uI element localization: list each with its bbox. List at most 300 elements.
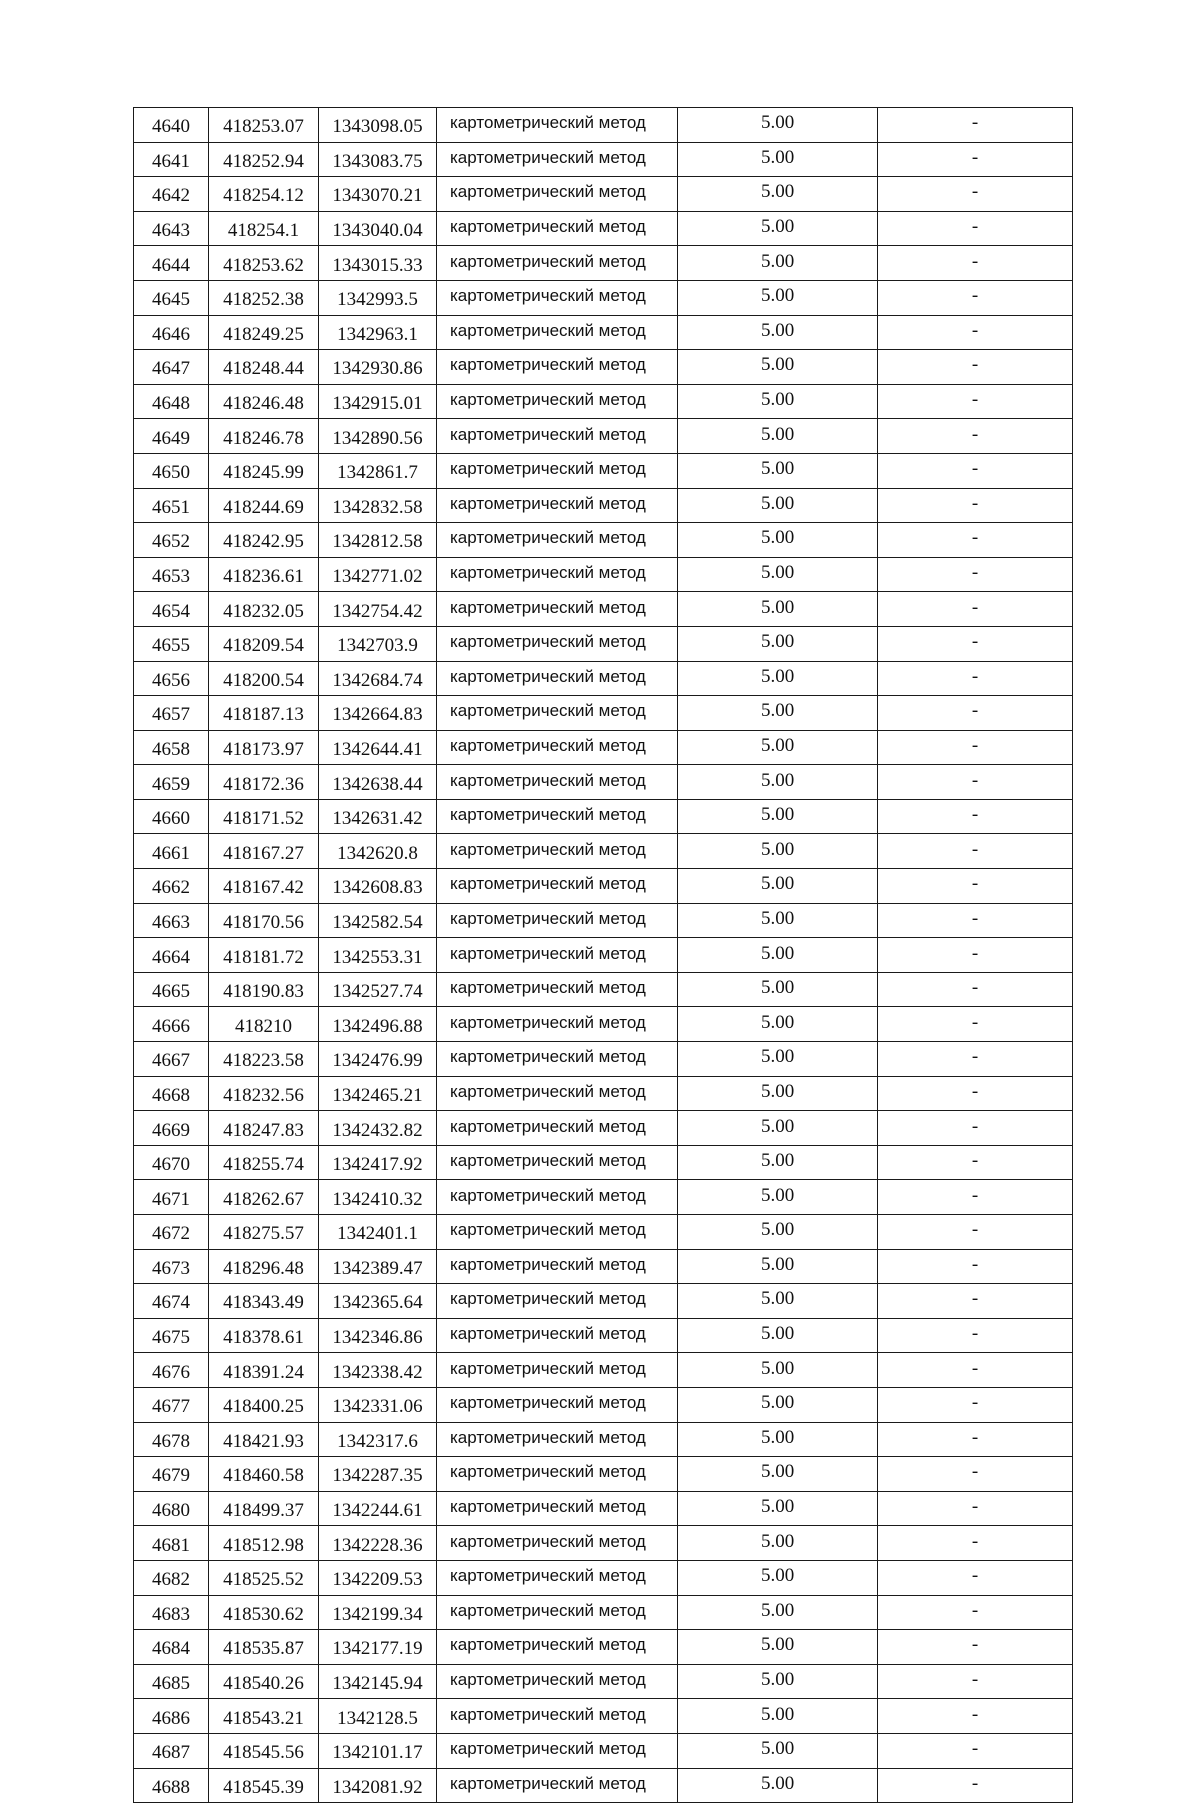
method-cell: картометрический метод bbox=[437, 730, 678, 765]
y-coordinate-cell: 1342771.02 bbox=[319, 557, 437, 592]
x-coordinate-cell: 418400.25 bbox=[209, 1387, 319, 1422]
table-row bbox=[134, 869, 1073, 904]
description-cell: - bbox=[878, 280, 1073, 315]
accuracy-cell: 5.00 bbox=[678, 315, 878, 350]
point-number-cell: 4666 bbox=[134, 1007, 209, 1042]
y-coordinate-cell: 1342930.86 bbox=[319, 350, 437, 385]
accuracy-cell: 5.00 bbox=[678, 765, 878, 800]
table-row bbox=[134, 834, 1073, 869]
y-coordinate-cell: 1342177.19 bbox=[319, 1630, 437, 1665]
method-cell: картометрический метод bbox=[437, 869, 678, 904]
x-coordinate-cell: 418181.72 bbox=[209, 938, 319, 973]
method-cell: картометрический метод bbox=[437, 1076, 678, 1111]
description-cell: - bbox=[878, 1007, 1073, 1042]
table-row bbox=[134, 765, 1073, 800]
description-cell: - bbox=[878, 972, 1073, 1007]
y-coordinate-cell: 1342465.21 bbox=[319, 1076, 437, 1111]
y-coordinate-cell: 1343070.21 bbox=[319, 177, 437, 212]
x-coordinate-cell: 418244.69 bbox=[209, 488, 319, 523]
description-cell: - bbox=[878, 177, 1073, 212]
accuracy-cell: 5.00 bbox=[678, 211, 878, 246]
y-coordinate-cell: 1342401.1 bbox=[319, 1215, 437, 1250]
description-cell: - bbox=[878, 903, 1073, 938]
accuracy-cell: 5.00 bbox=[678, 696, 878, 731]
table-row bbox=[134, 1249, 1073, 1284]
table-row bbox=[134, 1076, 1073, 1111]
table-row bbox=[134, 730, 1073, 765]
x-coordinate-cell: 418262.67 bbox=[209, 1180, 319, 1215]
x-coordinate-cell: 418253.62 bbox=[209, 246, 319, 281]
description-cell: - bbox=[878, 315, 1073, 350]
method-cell: картометрический метод bbox=[437, 108, 678, 143]
x-coordinate-cell: 418232.05 bbox=[209, 592, 319, 627]
point-number-cell: 4652 bbox=[134, 523, 209, 558]
description-cell: - bbox=[878, 869, 1073, 904]
accuracy-cell: 5.00 bbox=[678, 1595, 878, 1630]
y-coordinate-cell: 1342496.88 bbox=[319, 1007, 437, 1042]
y-coordinate-cell: 1342631.42 bbox=[319, 799, 437, 834]
x-coordinate-cell: 418525.52 bbox=[209, 1560, 319, 1595]
accuracy-cell: 5.00 bbox=[678, 1007, 878, 1042]
method-cell: картометрический метод bbox=[437, 1491, 678, 1526]
accuracy-cell: 5.00 bbox=[678, 246, 878, 281]
method-cell: картометрический метод bbox=[437, 834, 678, 869]
accuracy-cell: 5.00 bbox=[678, 1180, 878, 1215]
y-coordinate-cell: 1342081.92 bbox=[319, 1768, 437, 1803]
table-row bbox=[134, 350, 1073, 385]
description-cell: - bbox=[878, 1457, 1073, 1492]
point-number-cell: 4683 bbox=[134, 1595, 209, 1630]
point-number-cell: 4656 bbox=[134, 661, 209, 696]
y-coordinate-cell: 1342527.74 bbox=[319, 972, 437, 1007]
accuracy-cell: 5.00 bbox=[678, 453, 878, 488]
x-coordinate-cell: 418172.36 bbox=[209, 765, 319, 800]
point-number-cell: 4671 bbox=[134, 1180, 209, 1215]
point-number-cell: 4675 bbox=[134, 1318, 209, 1353]
table-row bbox=[134, 177, 1073, 212]
table-row bbox=[134, 523, 1073, 558]
table-row bbox=[134, 626, 1073, 661]
point-number-cell: 4673 bbox=[134, 1249, 209, 1284]
point-number-cell: 4687 bbox=[134, 1733, 209, 1768]
method-cell: картометрический метод bbox=[437, 488, 678, 523]
y-coordinate-cell: 1342331.06 bbox=[319, 1387, 437, 1422]
accuracy-cell: 5.00 bbox=[678, 1422, 878, 1457]
x-coordinate-cell: 418254.1 bbox=[209, 211, 319, 246]
y-coordinate-cell: 1342128.5 bbox=[319, 1699, 437, 1734]
table-row bbox=[134, 453, 1073, 488]
accuracy-cell: 5.00 bbox=[678, 1699, 878, 1734]
table-row bbox=[134, 1180, 1073, 1215]
point-number-cell: 4682 bbox=[134, 1560, 209, 1595]
y-coordinate-cell: 1342638.44 bbox=[319, 765, 437, 800]
point-number-cell: 4649 bbox=[134, 419, 209, 454]
accuracy-cell: 5.00 bbox=[678, 1457, 878, 1492]
accuracy-cell: 5.00 bbox=[678, 1318, 878, 1353]
y-coordinate-cell: 1342915.01 bbox=[319, 384, 437, 419]
method-cell: картометрический метод bbox=[437, 315, 678, 350]
x-coordinate-cell: 418173.97 bbox=[209, 730, 319, 765]
y-coordinate-cell: 1342963.1 bbox=[319, 315, 437, 350]
point-number-cell: 4669 bbox=[134, 1111, 209, 1146]
accuracy-cell: 5.00 bbox=[678, 799, 878, 834]
y-coordinate-cell: 1342620.8 bbox=[319, 834, 437, 869]
point-number-cell: 4642 bbox=[134, 177, 209, 212]
y-coordinate-cell: 1343040.04 bbox=[319, 211, 437, 246]
description-cell: - bbox=[878, 1491, 1073, 1526]
table-row bbox=[134, 211, 1073, 246]
table-row bbox=[134, 1215, 1073, 1250]
x-coordinate-cell: 418255.74 bbox=[209, 1145, 319, 1180]
accuracy-cell: 5.00 bbox=[678, 1042, 878, 1077]
x-coordinate-cell: 418535.87 bbox=[209, 1630, 319, 1665]
x-coordinate-cell: 418540.26 bbox=[209, 1664, 319, 1699]
method-cell: картометрический метод bbox=[437, 280, 678, 315]
point-number-cell: 4653 bbox=[134, 557, 209, 592]
x-coordinate-cell: 418210 bbox=[209, 1007, 319, 1042]
method-cell: картометрический метод bbox=[437, 1145, 678, 1180]
table-row bbox=[134, 799, 1073, 834]
x-coordinate-cell: 418378.61 bbox=[209, 1318, 319, 1353]
x-coordinate-cell: 418249.25 bbox=[209, 315, 319, 350]
x-coordinate-cell: 418545.39 bbox=[209, 1768, 319, 1803]
y-coordinate-cell: 1342338.42 bbox=[319, 1353, 437, 1388]
x-coordinate-cell: 418190.83 bbox=[209, 972, 319, 1007]
description-cell: - bbox=[878, 1111, 1073, 1146]
point-number-cell: 4661 bbox=[134, 834, 209, 869]
method-cell: картометрический метод bbox=[437, 1457, 678, 1492]
x-coordinate-cell: 418232.56 bbox=[209, 1076, 319, 1111]
method-cell: картометрический метод bbox=[437, 1353, 678, 1388]
x-coordinate-cell: 418246.48 bbox=[209, 384, 319, 419]
point-number-cell: 4650 bbox=[134, 453, 209, 488]
x-coordinate-cell: 418209.54 bbox=[209, 626, 319, 661]
method-cell: картометрический метод bbox=[437, 765, 678, 800]
description-cell: - bbox=[878, 453, 1073, 488]
table-row bbox=[134, 488, 1073, 523]
description-cell: - bbox=[878, 419, 1073, 454]
accuracy-cell: 5.00 bbox=[678, 903, 878, 938]
point-number-cell: 4648 bbox=[134, 384, 209, 419]
x-coordinate-cell: 418170.56 bbox=[209, 903, 319, 938]
point-number-cell: 4686 bbox=[134, 1699, 209, 1734]
accuracy-cell: 5.00 bbox=[678, 626, 878, 661]
accuracy-cell: 5.00 bbox=[678, 1768, 878, 1803]
table-row bbox=[134, 557, 1073, 592]
point-number-cell: 4684 bbox=[134, 1630, 209, 1665]
point-number-cell: 4668 bbox=[134, 1076, 209, 1111]
point-number-cell: 4663 bbox=[134, 903, 209, 938]
x-coordinate-cell: 418187.13 bbox=[209, 696, 319, 731]
point-number-cell: 4651 bbox=[134, 488, 209, 523]
description-cell: - bbox=[878, 1042, 1073, 1077]
method-cell: картометрический метод bbox=[437, 661, 678, 696]
table-row bbox=[134, 1284, 1073, 1319]
y-coordinate-cell: 1342582.54 bbox=[319, 903, 437, 938]
description-cell: - bbox=[878, 626, 1073, 661]
description-cell: - bbox=[878, 523, 1073, 558]
table-row bbox=[134, 1145, 1073, 1180]
table-row bbox=[134, 1491, 1073, 1526]
method-cell: картометрический метод bbox=[437, 1422, 678, 1457]
y-coordinate-cell: 1342317.6 bbox=[319, 1422, 437, 1457]
description-cell: - bbox=[878, 1560, 1073, 1595]
table-row bbox=[134, 1699, 1073, 1734]
x-coordinate-cell: 418296.48 bbox=[209, 1249, 319, 1284]
y-coordinate-cell: 1342199.34 bbox=[319, 1595, 437, 1630]
accuracy-cell: 5.00 bbox=[678, 419, 878, 454]
point-number-cell: 4659 bbox=[134, 765, 209, 800]
accuracy-cell: 5.00 bbox=[678, 1353, 878, 1388]
table-row bbox=[134, 1422, 1073, 1457]
y-coordinate-cell: 1342365.64 bbox=[319, 1284, 437, 1319]
table-row bbox=[134, 1560, 1073, 1595]
x-coordinate-cell: 418275.57 bbox=[209, 1215, 319, 1250]
accuracy-cell: 5.00 bbox=[678, 1387, 878, 1422]
description-cell: - bbox=[878, 938, 1073, 973]
description-cell: - bbox=[878, 1076, 1073, 1111]
table-row bbox=[134, 661, 1073, 696]
y-coordinate-cell: 1342101.17 bbox=[319, 1733, 437, 1768]
method-cell: картометрический метод bbox=[437, 1526, 678, 1561]
description-cell: - bbox=[878, 1422, 1073, 1457]
y-coordinate-cell: 1342432.82 bbox=[319, 1111, 437, 1146]
accuracy-cell: 5.00 bbox=[678, 1630, 878, 1665]
y-coordinate-cell: 1342861.7 bbox=[319, 453, 437, 488]
table-row bbox=[134, 938, 1073, 973]
description-cell: - bbox=[878, 1768, 1073, 1803]
y-coordinate-cell: 1342228.36 bbox=[319, 1526, 437, 1561]
point-number-cell: 4662 bbox=[134, 869, 209, 904]
table-row bbox=[134, 1318, 1073, 1353]
y-coordinate-cell: 1342812.58 bbox=[319, 523, 437, 558]
method-cell: картометрический метод bbox=[437, 453, 678, 488]
method-cell: картометрический метод bbox=[437, 246, 678, 281]
table-row bbox=[134, 1353, 1073, 1388]
y-coordinate-cell: 1342145.94 bbox=[319, 1664, 437, 1699]
method-cell: картометрический метод bbox=[437, 350, 678, 385]
point-number-cell: 4672 bbox=[134, 1215, 209, 1250]
method-cell: картометрический метод bbox=[437, 1007, 678, 1042]
accuracy-cell: 5.00 bbox=[678, 142, 878, 177]
accuracy-cell: 5.00 bbox=[678, 108, 878, 143]
description-cell: - bbox=[878, 1595, 1073, 1630]
accuracy-cell: 5.00 bbox=[678, 938, 878, 973]
accuracy-cell: 5.00 bbox=[678, 730, 878, 765]
description-cell: - bbox=[878, 108, 1073, 143]
method-cell: картометрический метод bbox=[437, 696, 678, 731]
table-row bbox=[134, 1007, 1073, 1042]
point-number-cell: 4657 bbox=[134, 696, 209, 731]
table-row bbox=[134, 315, 1073, 350]
coordinates-table-body bbox=[134, 108, 1073, 1803]
description-cell: - bbox=[878, 1664, 1073, 1699]
y-coordinate-cell: 1342644.41 bbox=[319, 730, 437, 765]
description-cell: - bbox=[878, 765, 1073, 800]
accuracy-cell: 5.00 bbox=[678, 592, 878, 627]
accuracy-cell: 5.00 bbox=[678, 1664, 878, 1699]
accuracy-cell: 5.00 bbox=[678, 661, 878, 696]
x-coordinate-cell: 418252.94 bbox=[209, 142, 319, 177]
table-row bbox=[134, 1630, 1073, 1665]
table-row bbox=[134, 1387, 1073, 1422]
x-coordinate-cell: 418545.56 bbox=[209, 1733, 319, 1768]
x-coordinate-cell: 418248.44 bbox=[209, 350, 319, 385]
description-cell: - bbox=[878, 1630, 1073, 1665]
table-row bbox=[134, 280, 1073, 315]
description-cell: - bbox=[878, 384, 1073, 419]
accuracy-cell: 5.00 bbox=[678, 1249, 878, 1284]
table-row bbox=[134, 142, 1073, 177]
method-cell: картометрический метод bbox=[437, 211, 678, 246]
point-number-cell: 4670 bbox=[134, 1145, 209, 1180]
x-coordinate-cell: 418254.12 bbox=[209, 177, 319, 212]
y-coordinate-cell: 1342993.5 bbox=[319, 280, 437, 315]
point-number-cell: 4643 bbox=[134, 211, 209, 246]
accuracy-cell: 5.00 bbox=[678, 1526, 878, 1561]
method-cell: картометрический метод bbox=[437, 523, 678, 558]
description-cell: - bbox=[878, 211, 1073, 246]
point-number-cell: 4677 bbox=[134, 1387, 209, 1422]
method-cell: картометрический метод bbox=[437, 1387, 678, 1422]
point-number-cell: 4660 bbox=[134, 799, 209, 834]
accuracy-cell: 5.00 bbox=[678, 523, 878, 558]
x-coordinate-cell: 418252.38 bbox=[209, 280, 319, 315]
point-number-cell: 4685 bbox=[134, 1664, 209, 1699]
table-row bbox=[134, 1526, 1073, 1561]
description-cell: - bbox=[878, 1733, 1073, 1768]
accuracy-cell: 5.00 bbox=[678, 1215, 878, 1250]
description-cell: - bbox=[878, 1215, 1073, 1250]
coordinates-table bbox=[133, 107, 1073, 1803]
point-number-cell: 4655 bbox=[134, 626, 209, 661]
method-cell: картометрический метод bbox=[437, 1042, 678, 1077]
description-cell: - bbox=[878, 1284, 1073, 1319]
x-coordinate-cell: 418247.83 bbox=[209, 1111, 319, 1146]
table-row bbox=[134, 246, 1073, 281]
accuracy-cell: 5.00 bbox=[678, 350, 878, 385]
accuracy-cell: 5.00 bbox=[678, 1284, 878, 1319]
table-row bbox=[134, 696, 1073, 731]
table-row bbox=[134, 108, 1073, 143]
point-number-cell: 4679 bbox=[134, 1457, 209, 1492]
description-cell: - bbox=[878, 730, 1073, 765]
table-row bbox=[134, 1595, 1073, 1630]
y-coordinate-cell: 1343015.33 bbox=[319, 246, 437, 281]
table-row bbox=[134, 1457, 1073, 1492]
method-cell: картометрический метод bbox=[437, 1664, 678, 1699]
point-number-cell: 4640 bbox=[134, 108, 209, 143]
table-row bbox=[134, 1111, 1073, 1146]
method-cell: картометрический метод bbox=[437, 1249, 678, 1284]
description-cell: - bbox=[878, 592, 1073, 627]
description-cell: - bbox=[878, 488, 1073, 523]
x-coordinate-cell: 418167.27 bbox=[209, 834, 319, 869]
method-cell: картометрический метод bbox=[437, 1768, 678, 1803]
method-cell: картометрический метод bbox=[437, 1699, 678, 1734]
y-coordinate-cell: 1342389.47 bbox=[319, 1249, 437, 1284]
method-cell: картометрический метод bbox=[437, 1180, 678, 1215]
accuracy-cell: 5.00 bbox=[678, 1076, 878, 1111]
method-cell: картометрический метод bbox=[437, 1733, 678, 1768]
y-coordinate-cell: 1342754.42 bbox=[319, 592, 437, 627]
method-cell: картометрический метод bbox=[437, 626, 678, 661]
x-coordinate-cell: 418421.93 bbox=[209, 1422, 319, 1457]
method-cell: картометрический метод bbox=[437, 1595, 678, 1630]
point-number-cell: 4665 bbox=[134, 972, 209, 1007]
method-cell: картометрический метод bbox=[437, 1284, 678, 1319]
x-coordinate-cell: 418253.07 bbox=[209, 108, 319, 143]
table-row bbox=[134, 1042, 1073, 1077]
x-coordinate-cell: 418246.78 bbox=[209, 419, 319, 454]
accuracy-cell: 5.00 bbox=[678, 869, 878, 904]
table-row bbox=[134, 1768, 1073, 1803]
point-number-cell: 4680 bbox=[134, 1491, 209, 1526]
x-coordinate-cell: 418223.58 bbox=[209, 1042, 319, 1077]
description-cell: - bbox=[878, 661, 1073, 696]
point-number-cell: 4676 bbox=[134, 1353, 209, 1388]
y-coordinate-cell: 1342684.74 bbox=[319, 661, 437, 696]
y-coordinate-cell: 1342209.53 bbox=[319, 1560, 437, 1595]
point-number-cell: 4645 bbox=[134, 280, 209, 315]
description-cell: - bbox=[878, 142, 1073, 177]
y-coordinate-cell: 1342410.32 bbox=[319, 1180, 437, 1215]
method-cell: картометрический метод bbox=[437, 938, 678, 973]
y-coordinate-cell: 1342476.99 bbox=[319, 1042, 437, 1077]
y-coordinate-cell: 1342346.86 bbox=[319, 1318, 437, 1353]
x-coordinate-cell: 418236.61 bbox=[209, 557, 319, 592]
y-coordinate-cell: 1342664.83 bbox=[319, 696, 437, 731]
point-number-cell: 4688 bbox=[134, 1768, 209, 1803]
method-cell: картометрический метод bbox=[437, 903, 678, 938]
y-coordinate-cell: 1342287.35 bbox=[319, 1457, 437, 1492]
point-number-cell: 4646 bbox=[134, 315, 209, 350]
accuracy-cell: 5.00 bbox=[678, 1111, 878, 1146]
accuracy-cell: 5.00 bbox=[678, 488, 878, 523]
y-coordinate-cell: 1342608.83 bbox=[319, 869, 437, 904]
accuracy-cell: 5.00 bbox=[678, 834, 878, 869]
point-number-cell: 4681 bbox=[134, 1526, 209, 1561]
x-coordinate-cell: 418167.42 bbox=[209, 869, 319, 904]
table-row bbox=[134, 1733, 1073, 1768]
accuracy-cell: 5.00 bbox=[678, 557, 878, 592]
point-number-cell: 4674 bbox=[134, 1284, 209, 1319]
x-coordinate-cell: 418171.52 bbox=[209, 799, 319, 834]
description-cell: - bbox=[878, 350, 1073, 385]
description-cell: - bbox=[878, 1180, 1073, 1215]
accuracy-cell: 5.00 bbox=[678, 972, 878, 1007]
method-cell: картометрический метод bbox=[437, 384, 678, 419]
point-number-cell: 4641 bbox=[134, 142, 209, 177]
accuracy-cell: 5.00 bbox=[678, 1560, 878, 1595]
point-number-cell: 4678 bbox=[134, 1422, 209, 1457]
description-cell: - bbox=[878, 799, 1073, 834]
y-coordinate-cell: 1343098.05 bbox=[319, 108, 437, 143]
y-coordinate-cell: 1342553.31 bbox=[319, 938, 437, 973]
method-cell: картометрический метод bbox=[437, 1630, 678, 1665]
description-cell: - bbox=[878, 834, 1073, 869]
table-row bbox=[134, 592, 1073, 627]
accuracy-cell: 5.00 bbox=[678, 1491, 878, 1526]
point-number-cell: 4644 bbox=[134, 246, 209, 281]
x-coordinate-cell: 418200.54 bbox=[209, 661, 319, 696]
point-number-cell: 4658 bbox=[134, 730, 209, 765]
description-cell: - bbox=[878, 1526, 1073, 1561]
table-row bbox=[134, 419, 1073, 454]
x-coordinate-cell: 418245.99 bbox=[209, 453, 319, 488]
table-row bbox=[134, 1664, 1073, 1699]
x-coordinate-cell: 418343.49 bbox=[209, 1284, 319, 1319]
